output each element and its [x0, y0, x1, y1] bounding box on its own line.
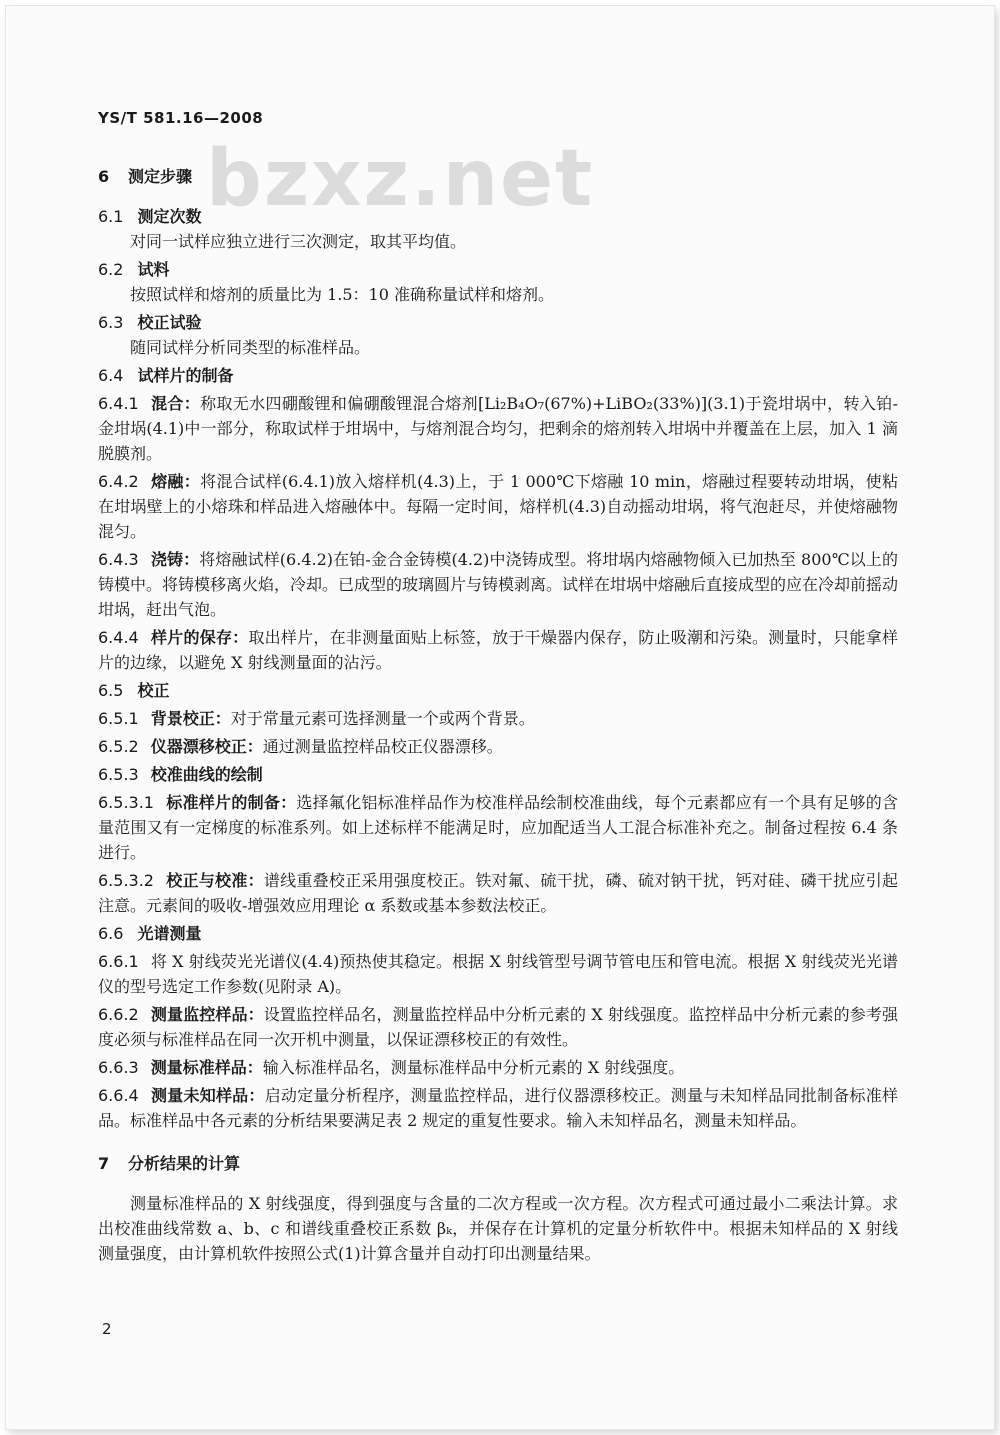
clause-text: 谱线重叠校正采用强度校正。铁对氟、硫干扰，磷、硫对钠干扰，钙对硅、磷干扰应引起注意。元素间的吸收-增强效应用理论 α 系数或基本参数法校正。 — [98, 871, 898, 915]
section-6-1-text: 对同一试样应独立进行三次测定，取其平均值。 — [130, 232, 467, 251]
clause-label: 标准样片的制备： — [165, 793, 297, 812]
clause-6-5-3-2 — [98, 868, 898, 918]
clause-6-6-4 — [98, 1083, 898, 1133]
section-number: 6 — [98, 167, 110, 186]
clause-label: 仪器漂移校正： — [150, 737, 263, 756]
clause-number: 6.6.3 — [98, 1058, 139, 1077]
section-number: 6.6 — [98, 924, 124, 943]
clause-text: 将混合试样(6.4.1)放入熔样机(4.3)上，于 1 000℃下熔融 10 min，熔融过程要转动坩埚，使粘在坩埚壁上的小熔珠和样品进入熔融体中。每隔一定时间，熔样机(4.3)自动摇动坩埚，将气泡赶尽，并使熔融物混匀。 — [98, 472, 898, 541]
clause-number: 6.6.1 — [98, 952, 139, 971]
section-number: 6.5 — [98, 681, 124, 700]
clause-number: 6.4.2 — [98, 472, 139, 491]
section-title: 试样片的制备 — [137, 366, 234, 385]
clause-text: 取出样片，在非测量面贴上标签，放于干燥器内保存，防止吸潮和污染。测量时，只能拿样片的边缘，以避免 X 射线测量面的沾污。 — [98, 628, 898, 672]
section-title: 校正试验 — [137, 313, 202, 332]
clause-6-4-3 — [98, 547, 898, 622]
section-title: 试料 — [137, 260, 170, 279]
clause-6-5-3 — [98, 762, 898, 787]
clause-text: 通过测量监控样品校正仪器漂移。 — [262, 737, 503, 756]
section-6-5-heading — [98, 678, 898, 703]
clause-6-5-3-1 — [98, 790, 898, 865]
section-6-2-heading — [98, 257, 898, 282]
section-title: 光谱测量 — [137, 924, 202, 943]
section-6-3-heading — [98, 310, 898, 335]
clause-text: 设置监控样品名，测量监控样品中分析元素的 X 射线强度。监控样品中分析元素的参考强度必须与标准样品在同一次开机中测量，以保证漂移校正的有效性。 — [98, 1005, 898, 1049]
section-7-heading — [98, 1151, 898, 1177]
clause-label: 测量标准样品： — [150, 1058, 263, 1077]
clause-6-5-1 — [98, 706, 898, 731]
clause-number: 6.6.2 — [98, 1005, 139, 1024]
section-6-6-heading — [98, 921, 898, 946]
section-number: 6.4 — [98, 366, 124, 385]
clause-number: 6.5.3 — [98, 765, 139, 784]
clause-text: 启动定量分析程序，测量监控样品，进行仪器漂移校正。测量与未知样品同批制备标准样品。标准样品中各元素的分析结果要满足表 2 规定的重复性要求。输入未知样品名，测量未知样品。 — [98, 1086, 898, 1130]
section-title: 测定步骤 — [128, 167, 193, 186]
section-number: 6.2 — [98, 260, 124, 279]
clause-number: 6.4.3 — [98, 550, 139, 569]
clause-text: 对于常量元素可选择测量一个或两个背景。 — [230, 709, 535, 728]
clause-number: 6.4.1 — [98, 394, 139, 413]
clause-6-5-2 — [98, 734, 898, 759]
section-title: 测定次数 — [137, 207, 202, 226]
clause-text: 输入标准样品名，测量标准样品中分析元素的 X 射线强度。 — [262, 1058, 685, 1077]
clause-label: 背景校正： — [150, 709, 231, 728]
clause-number: 6.5.3.1 — [98, 793, 154, 812]
clause-label: 熔融： — [150, 472, 201, 491]
clause-6-6-2 — [98, 1002, 898, 1052]
clause-label: 测量未知样品： — [150, 1086, 265, 1105]
section-7-text: 测量标准样品的 X 射线强度，得到强度与含量的二次方程或一次方程。次方程式可通过最小二乘法计算。求出校准曲线常数 a、b、c 和谱线重叠校正系数 βₖ，并保存在计算机的定量分析软件中。根据未知样品的 X 射线测量强度，由计算机软件按照公式(1)计算含量并自动打印出测量结果。 — [98, 1194, 898, 1263]
section-6-2-text: 按照试样和熔剂的质量比为 1.5：10 准确称量试样和熔剂。 — [130, 285, 554, 304]
clause-number: 6.5.3.2 — [98, 871, 154, 890]
section-6-1-heading — [98, 204, 898, 229]
section-number: 6.1 — [98, 207, 124, 226]
clause-text: 将熔融试样(6.4.2)在铂-金合金铸模(4.2)中浇铸成型。将坩埚内熔融物倾入已加热至 800℃以上的铸模中。将铸模移离火焰，冷却。已成型的玻璃圆片与铸模剥离。试样在坩埚中熔融后直接成型的应在冷却前摇动坩埚，赶出气泡。 — [98, 550, 899, 619]
page-number: 2 — [102, 1320, 112, 1338]
clause-6-4-2 — [98, 469, 898, 544]
clause-label: 样片的保存： — [150, 628, 249, 647]
document-body — [98, 164, 898, 1266]
clause-6-6-1 — [98, 949, 898, 999]
clause-6-6-3 — [98, 1055, 898, 1080]
document-code: YS/T 581.16—2008 — [98, 109, 264, 127]
clause-label: 校正与校准： — [165, 871, 264, 890]
clause-label: 测量监控样品： — [150, 1005, 264, 1024]
section-number: 6.3 — [98, 313, 124, 332]
clause-6-4-1 — [98, 391, 898, 466]
watermark: bzxz.net — [206, 134, 595, 224]
clause-6-4-4 — [98, 625, 898, 675]
section-6-heading — [98, 164, 898, 190]
section-title: 校正 — [137, 681, 170, 700]
section-title: 分析结果的计算 — [128, 1154, 241, 1173]
document-page — [6, 6, 994, 1429]
section-6-4-heading — [98, 363, 898, 388]
clause-text: 称取无水四硼酸锂和偏硼酸锂混合熔剂[Li₂B₄O₇(67%)+LiBO₂(33%)](3.1)于瓷坩埚中，转入铂-金坩埚(4.1)中一部分，称取试样于坩埚中，与熔剂混合均匀，把剩余的熔剂转入坩埚中并覆盖在上层，加入 1 滴脱膜剂。 — [98, 394, 898, 463]
section-6-3-text: 随同试样分析同类型的标准样品。 — [130, 338, 371, 357]
section-number: 7 — [98, 1154, 110, 1173]
clause-number: 6.5.1 — [98, 709, 139, 728]
clause-number: 6.4.4 — [98, 628, 139, 647]
clause-number: 6.6.4 — [98, 1086, 139, 1105]
clause-text: 将 X 射线荧光光谱仪(4.4)预热使其稳定。根据 X 射线管型号调节管电压和管电流。根据 X 射线荧光光谱仪的型号选定工作参数(见附录 A)。 — [98, 952, 898, 996]
clause-label: 校准曲线的绘制 — [150, 765, 263, 784]
clause-label: 混合： — [150, 394, 201, 413]
clause-number: 6.5.2 — [98, 737, 139, 756]
clause-text: 选择氟化铝标准样品作为校准样品绘制校准曲线，每个元素都应有一个具有足够的含量范围又有一定梯度的标准系列。如上述标样不能满足时，应加配适当人工混合标准补充之。制备过程按 6.4 条进行。 — [98, 793, 898, 862]
clause-label: 浇铸： — [150, 550, 200, 569]
